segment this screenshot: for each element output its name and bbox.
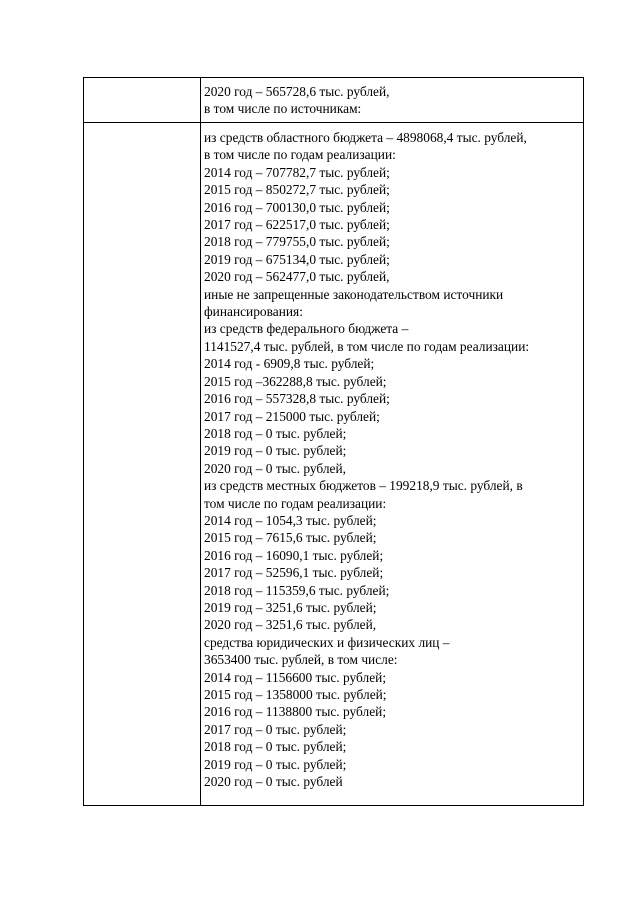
- table-row: [84, 123, 584, 806]
- cell-text: [84, 78, 200, 83]
- table-cell-label: [84, 123, 201, 806]
- table-cell-label: [84, 78, 201, 123]
- table-cell-content: [201, 123, 584, 806]
- cell-text: из средств областного бюджета – 4898068,4 тыс. рублей, в том числе по годам реализации: 2014 год – 707782,7 тыс. рублей; 2015 год – 850272,7 тыс. рублей; 2016 год – 700130,0 тыс. рублей; 2017 год – 622517,0 тыс. рублей; 2018 год – 779755,0 тыс. рублей; 2019 год – 675134,0 тыс. рублей; 2020 год – 562477,0 тыс. рублей, иные не запрещенные законодательством источники финансирования: из средств федерального бюджета – 1141527,4 тыс. рублей, в том числе по годам реализации: 2014 год - 6909,8 тыс. рублей; 2015 год –362288,8 тыс. рублей; 2016 год – 557328,8 тыс. рублей; 2017 год – 215000 тыс. рублей; 2018 год – 0 тыс. рублей; 2019 год – 0 тыс. рублей; 2020 год – 0 тыс. рублей, из средств местных бюджетов – 199218,9 тыс. рублей, в том числе по годам реализации: 2014 год – 1054,3 тыс. рублей; 2015 год – 7615,6 тыс. рублей; 2016 год – 16090,1 тыс. рублей; 2017 год – 52596,1 тыс. рублей; 2018 год – 115359,6 тыс. рублей; 2019 год – 3251,6 тыс. рублей; 2020 год – 3251,6 тыс. рублей, средства юридических и физических лиц – 3653400 тыс. рублей, в том числе: 2014 год – 1156600 тыс. рублей; 2015 год – 1358000 тыс. рублей; 2016 год – 1138800 тыс. рублей; 2017 год – 0 тыс. рублей; 2018 год – 0 тыс. рублей; 2019 год – 0 тыс. рублей; 2020 год – 0 тыс. рублей: [204, 130, 530, 790]
- cell-text: 2020 год – 565728,6 тыс. рублей, в том числе по источникам:: [204, 84, 390, 117]
- cell-text: [84, 123, 200, 129]
- table-row: [84, 78, 584, 123]
- funding-table: [83, 77, 584, 806]
- table-cell-content: [201, 78, 584, 123]
